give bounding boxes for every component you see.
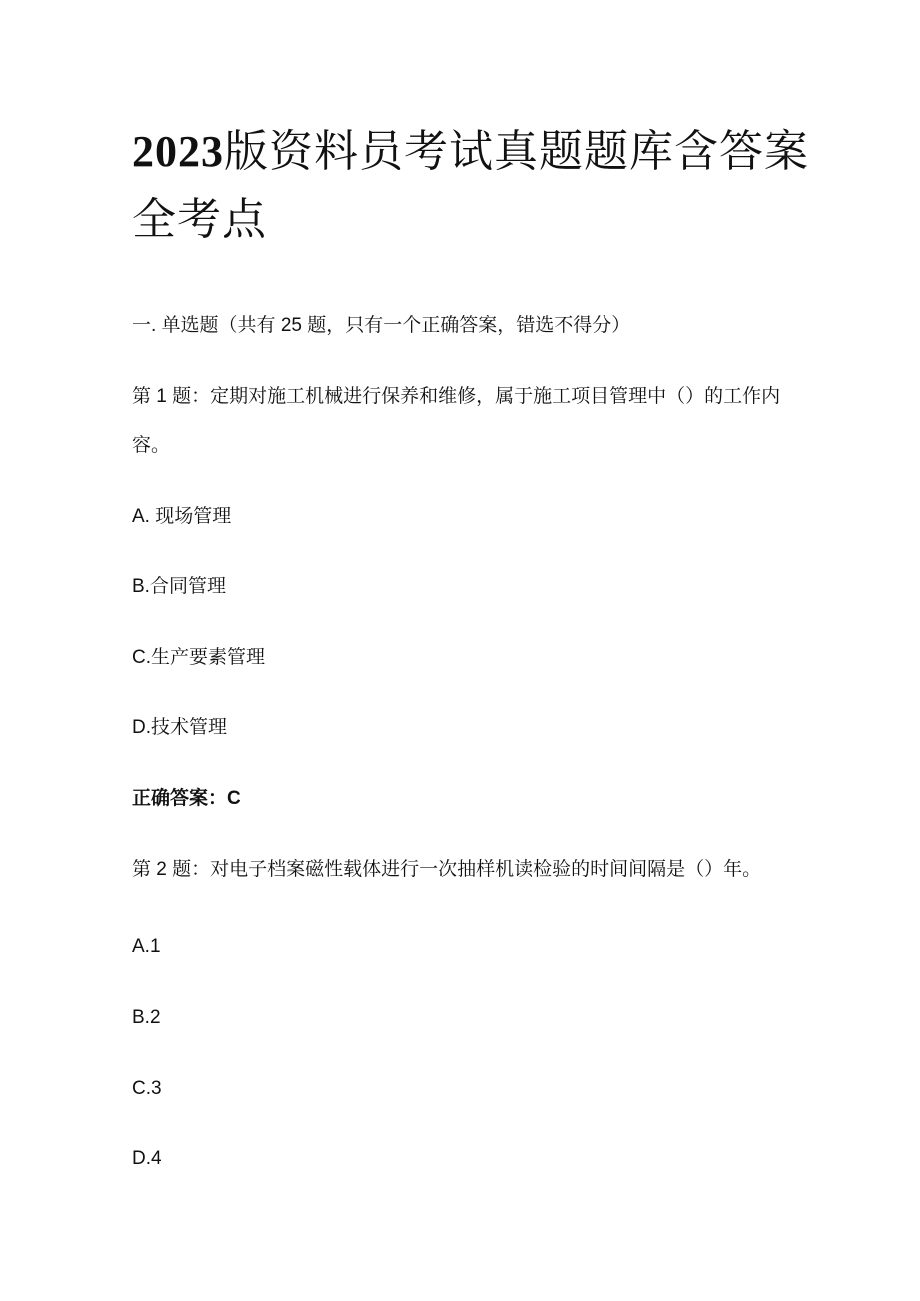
question-1-option-a: A. 现场管理: [132, 506, 232, 527]
question-2-option-b: B.2: [132, 1007, 161, 1028]
question-1-option-b: B.合同管理: [132, 576, 226, 597]
question-2-text: 第 2 题：对电子档案磁性载体进行一次抽样机读检验的时间间隔是（）年。: [132, 859, 762, 880]
question-2-option-c: C.3: [132, 1078, 162, 1099]
section-heading: 一. 单选题（共有 25 题，只有一个正确答案，错选不得分）: [132, 315, 631, 336]
question-2-option-a: A.1: [132, 936, 161, 957]
title-text: 版资料员考试真题题库含答案全考点: [132, 127, 809, 244]
document-title: [132, 118, 832, 254]
question-1-text: 第 1 题：定期对施工机械进行保养和维修，属于施工项目管理中（）的工作内容。: [132, 386, 781, 456]
question-1-answer: 正确答案：C: [132, 788, 241, 809]
question-2-option-d: D.4: [132, 1148, 162, 1169]
question-1-option-d: D.技术管理: [132, 717, 228, 738]
question-1-option-c: C.生产要素管理: [132, 647, 266, 668]
title-year: 2023: [132, 127, 224, 176]
